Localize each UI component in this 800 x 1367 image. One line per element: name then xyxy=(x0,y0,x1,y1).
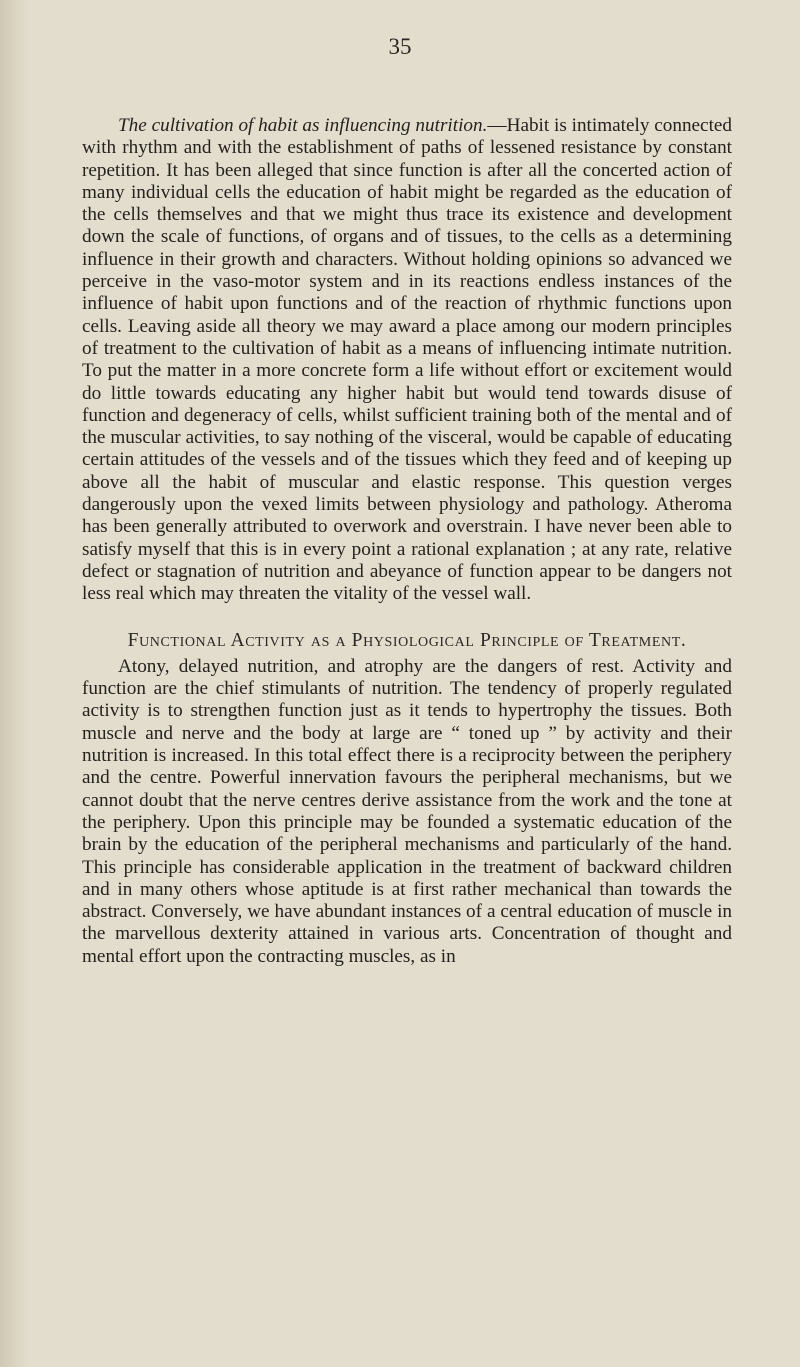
paragraph-text: —Habit is intimately connected with rhythm and with the establishment of paths of lessened resistance by constant repetition. It has been alleged that since function is after all the concerted action of many individual cells the education of habit might be regarded as the education of the cells themselves and that we might thus trace its existence and development down the scale of functions, of organs and of tissues, to the cells as a determining influence in their growth and characters. Without holding opinions so advanced we perceive in the vaso-motor system and in its reactions endless instances of the influence of habit upon functions and of the reaction of rhythmic functions upon cells. Leaving aside all theory we may award a place among our modern principles of treatment to the cultivation of habit as a means of influencing intimate nutrition. To put the matter in a more concrete form a life without effort or excitement would do little towards educating any higher habit but would tend towards disuse of function and degeneracy of cells, whilst sufficient training both of the mental and of the muscular activities, to say nothing of the visceral, would be capable of educating certain attitudes of the vessels and of the tissues which they feed and of keeping up above all the habit of muscular and elastic response. This question verges dangerously upon the vexed limits between physiology and pathology. Atheroma has been generally attributed to overwork and overstrain. I have never been able to satisfy myself that this is in every point a rational explanation ; at any rate, relative defect or stagnation of nutrition and abeyance of function appear to be dangers not less real which may threaten the vitality of the vessel wall. xyxy=(82,115,733,605)
paragraph-lead-italic: The cultivation of habit as influencing nutrition. xyxy=(118,115,488,136)
page-number: 35 xyxy=(388,34,412,59)
page-body xyxy=(82,115,732,968)
section-heading: Functional Activity as a Physiological Principle of Treatment. xyxy=(127,629,687,651)
paragraph-habit-cultivation xyxy=(82,115,732,606)
paragraph-functional-activity: Atony, delayed nutrition, and atrophy are the dangers of rest. Activity and function are the chief stimulants of nutrition. The tendency of properly regulated activity is to strengthen function just as it tends to hypertrophy the tissues. Both muscle and nerve and the body at large are “ toned up ” by activity and their nutrition is increased. In this total effect there is a reciprocity between the periphery and the centre. Powerful innervation favours the peripheral mechanisms, but we cannot doubt that the nerve centres derive assistance from the work and the tone at the periphery. Upon this principle may be founded a systematic education of the brain by the education of the peripheral mechanisms and particularly of the hand. This principle has considerable application in the treatment of backward children and in many others whose aptitude is at first rather mechanical than towards the abstract. Conversely, we have abundant instances of a central education of muscle in the marvellous dexterity attained in various arts. Concentration of thought and mental effort upon the contracting muscles, as in xyxy=(82,655,732,967)
spine-shadow xyxy=(0,0,30,1367)
